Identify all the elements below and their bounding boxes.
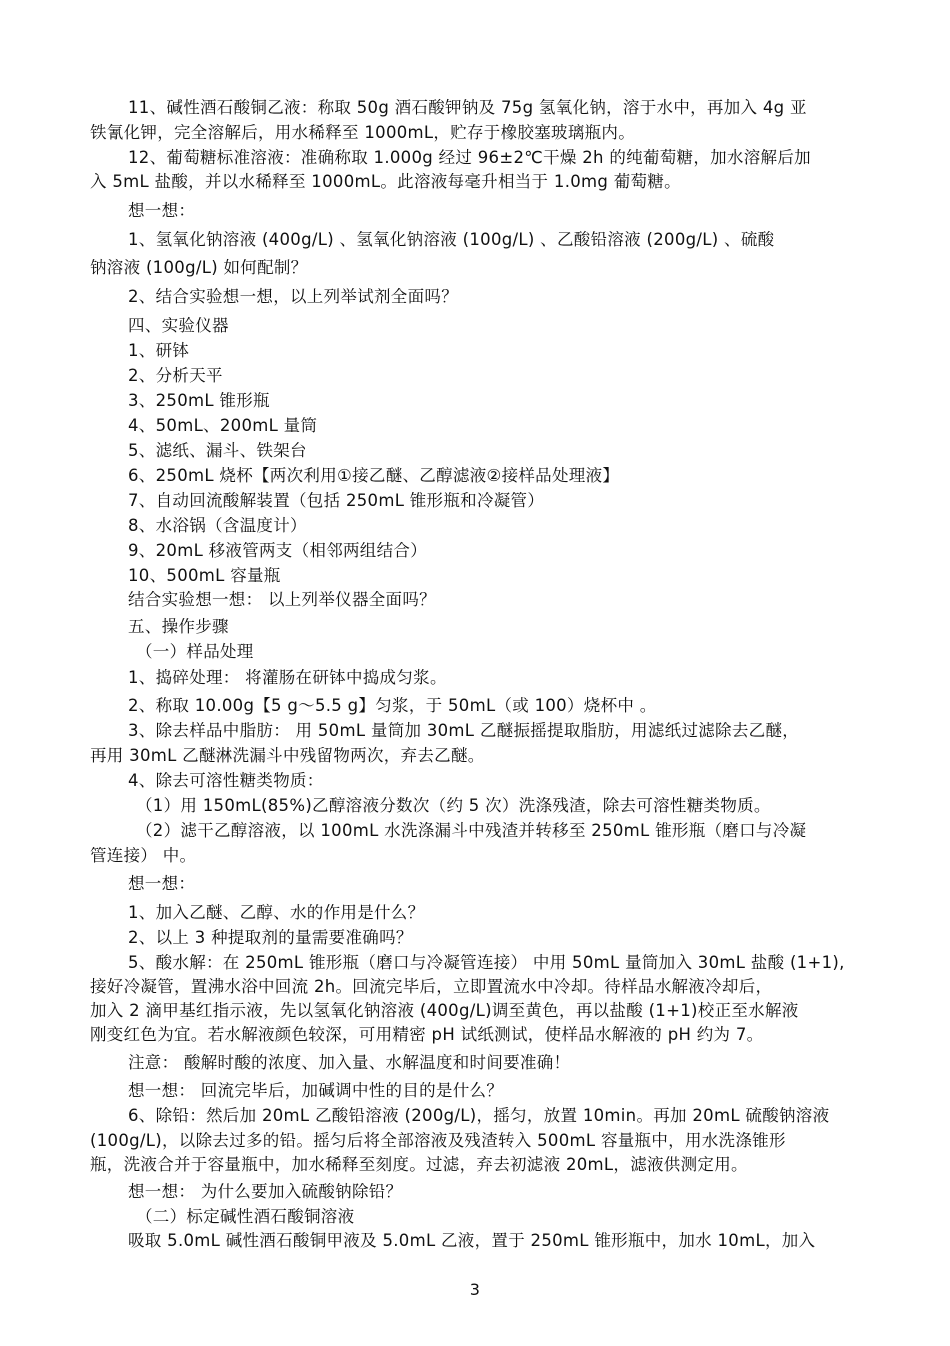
- text-line: 注意： 酸解时酸的浓度、加入量、水解温度和时间要准确！: [128, 1053, 571, 1072]
- text-line: 1、加入乙醚、乙醇、水的作用是什么？: [128, 903, 425, 922]
- text-line: （2）滤干乙醇溶液，以 100mL 水洗涤漏斗中残渣并转移至 250mL 锥形瓶（磨口与冷凝: [136, 821, 807, 840]
- text-line: (100g/L)，以除去过多的铅。摇匀后将全部溶液及残渣转入 500mL 容量瓶中，用水洗涤锥形: [90, 1131, 786, 1150]
- text-line: 3、250mL 锥形瓶: [128, 391, 270, 410]
- text-line: 4、除去可溶性糖类物质：: [128, 771, 324, 790]
- text-line: 结合实验想一想： 以上列举仪器全面吗？: [128, 590, 436, 609]
- text-line: 想一想： 回流完毕后，加碱调中性的目的是什么？: [128, 1081, 504, 1100]
- section-heading: 四、实验仪器: [128, 316, 229, 335]
- text-line: 9、20mL 移液管两支（相邻两组结合）: [128, 541, 428, 560]
- text-line: 5、酸水解：在 250mL 锥形瓶（磨口与冷凝管连接） 中用 50mL 量筒加入 30mL 盐酸 (1+1),: [128, 953, 845, 972]
- text-line: 2、以上 3 种提取剂的量需要准确吗？: [128, 928, 413, 947]
- text-line: 2、分析天平: [128, 366, 223, 385]
- text-line: 8、水浴锅（含温度计）: [128, 516, 307, 535]
- section-heading: 五、操作步骤: [128, 617, 229, 636]
- text-line: 刚变红色为宜。若水解液颜色较深，可用精密 pH 试纸测试，使样品水解液的 pH 约为 7。: [90, 1025, 764, 1044]
- subsection-heading: （二）标定碱性酒石酸铜溶液: [136, 1207, 355, 1226]
- text-line: 吸取 5.0mL 碱性酒石酸铜甲液及 5.0mL 乙液，置于 250mL 锥形瓶中，加水 10mL，加入: [128, 1231, 816, 1250]
- text-line: 想一想： 为什么要加入硫酸钠除铅？: [128, 1182, 403, 1201]
- text-line: 想一想：: [128, 201, 196, 220]
- text-line: 11、碱性酒石酸铜乙液：称取 50g 酒石酸钾钠及 75g 氢氧化钠，溶于水中，再加入 4g 亚: [128, 98, 807, 117]
- text-line: 10、500mL 容量瓶: [128, 566, 281, 585]
- text-line: 入 5mL 盐酸，并以水稀释至 1000mL。此溶液每毫升相当于 1.0mg 葡萄糖。: [90, 172, 681, 191]
- text-line: 2、称取 10.00g【5 g～5.5 g】匀浆，于 50mL（或 100）烧杯中 。: [128, 696, 657, 715]
- text-line: 12、葡萄糖标准溶液：准确称取 1.000g 经过 96±2℃干燥 2h 的纯葡萄糖，加水溶解后加: [128, 148, 811, 167]
- text-line: 4、50mL、200mL 量筒: [128, 416, 318, 435]
- subsection-heading: （一）样品处理: [136, 642, 254, 661]
- text-line: 加入 2 滴甲基红指示液，先以氢氧化钠溶液 (400g/L)调至黄色，再以盐酸 (1+1)校正至水解液: [90, 1001, 799, 1020]
- text-line: 7、自动回流酸解装置（包括 250mL 锥形瓶和冷凝管）: [128, 491, 545, 510]
- text-line: 6、除铅：然后加 20mL 乙酸铅溶液 (200g/L)，摇匀，放置 10min。再加 20mL 硫酸钠溶液: [128, 1106, 830, 1125]
- text-line: （1）用 150mL(85%)乙醇溶液分数次（约 5 次）洗涤残渣，除去可溶性糖类物质。: [136, 796, 771, 815]
- text-line: 6、250mL 烧杯【两次利用①接乙醚、乙醇滤液②接样品处理液】: [128, 466, 620, 485]
- text-line: 想一想：: [128, 874, 196, 893]
- text-line: 1、捣碎处理： 将灌肠在研钵中捣成匀浆。: [128, 668, 447, 687]
- text-line: 瓶，洗液合并于容量瓶中，加水稀释至刻度。过滤，弃去初滤液 20mL，滤液供测定用。: [90, 1155, 748, 1174]
- text-line: 铁氰化钾，完全溶解后，用水稀释至 1000mL，贮存于橡胶塞玻璃瓶内。: [90, 123, 636, 142]
- text-line: 钠溶液 (100g/L) 如何配制？: [90, 258, 308, 277]
- text-line: 管连接） 中。: [90, 846, 197, 865]
- text-line: 2、结合实验想一想，以上列举试剂全面吗？: [128, 287, 458, 306]
- text-line: 再用 30mL 乙醚淋洗漏斗中残留物两次，弃去乙醚。: [90, 746, 485, 765]
- page-number: 3: [469, 1280, 481, 1299]
- text-line: 1、研钵: [128, 341, 190, 360]
- text-line: 接好冷凝管，置沸水浴中回流 2h。回流完毕后，立即置流水中冷却。待样品水解液冷却后，: [90, 977, 773, 996]
- text-line: 3、除去样品中脂肪： 用 50mL 量筒加 30mL 乙醚振摇提取脂肪，用滤纸过滤除去乙醚，: [128, 721, 800, 740]
- text-line: 1、氢氧化钠溶液 (400g/L) 、氢氧化钠溶液 (100g/L) 、乙酸铅溶液 (200g/L) 、硫酸: [128, 230, 775, 249]
- text-line: 5、滤纸、漏斗、铁架台: [128, 441, 307, 460]
